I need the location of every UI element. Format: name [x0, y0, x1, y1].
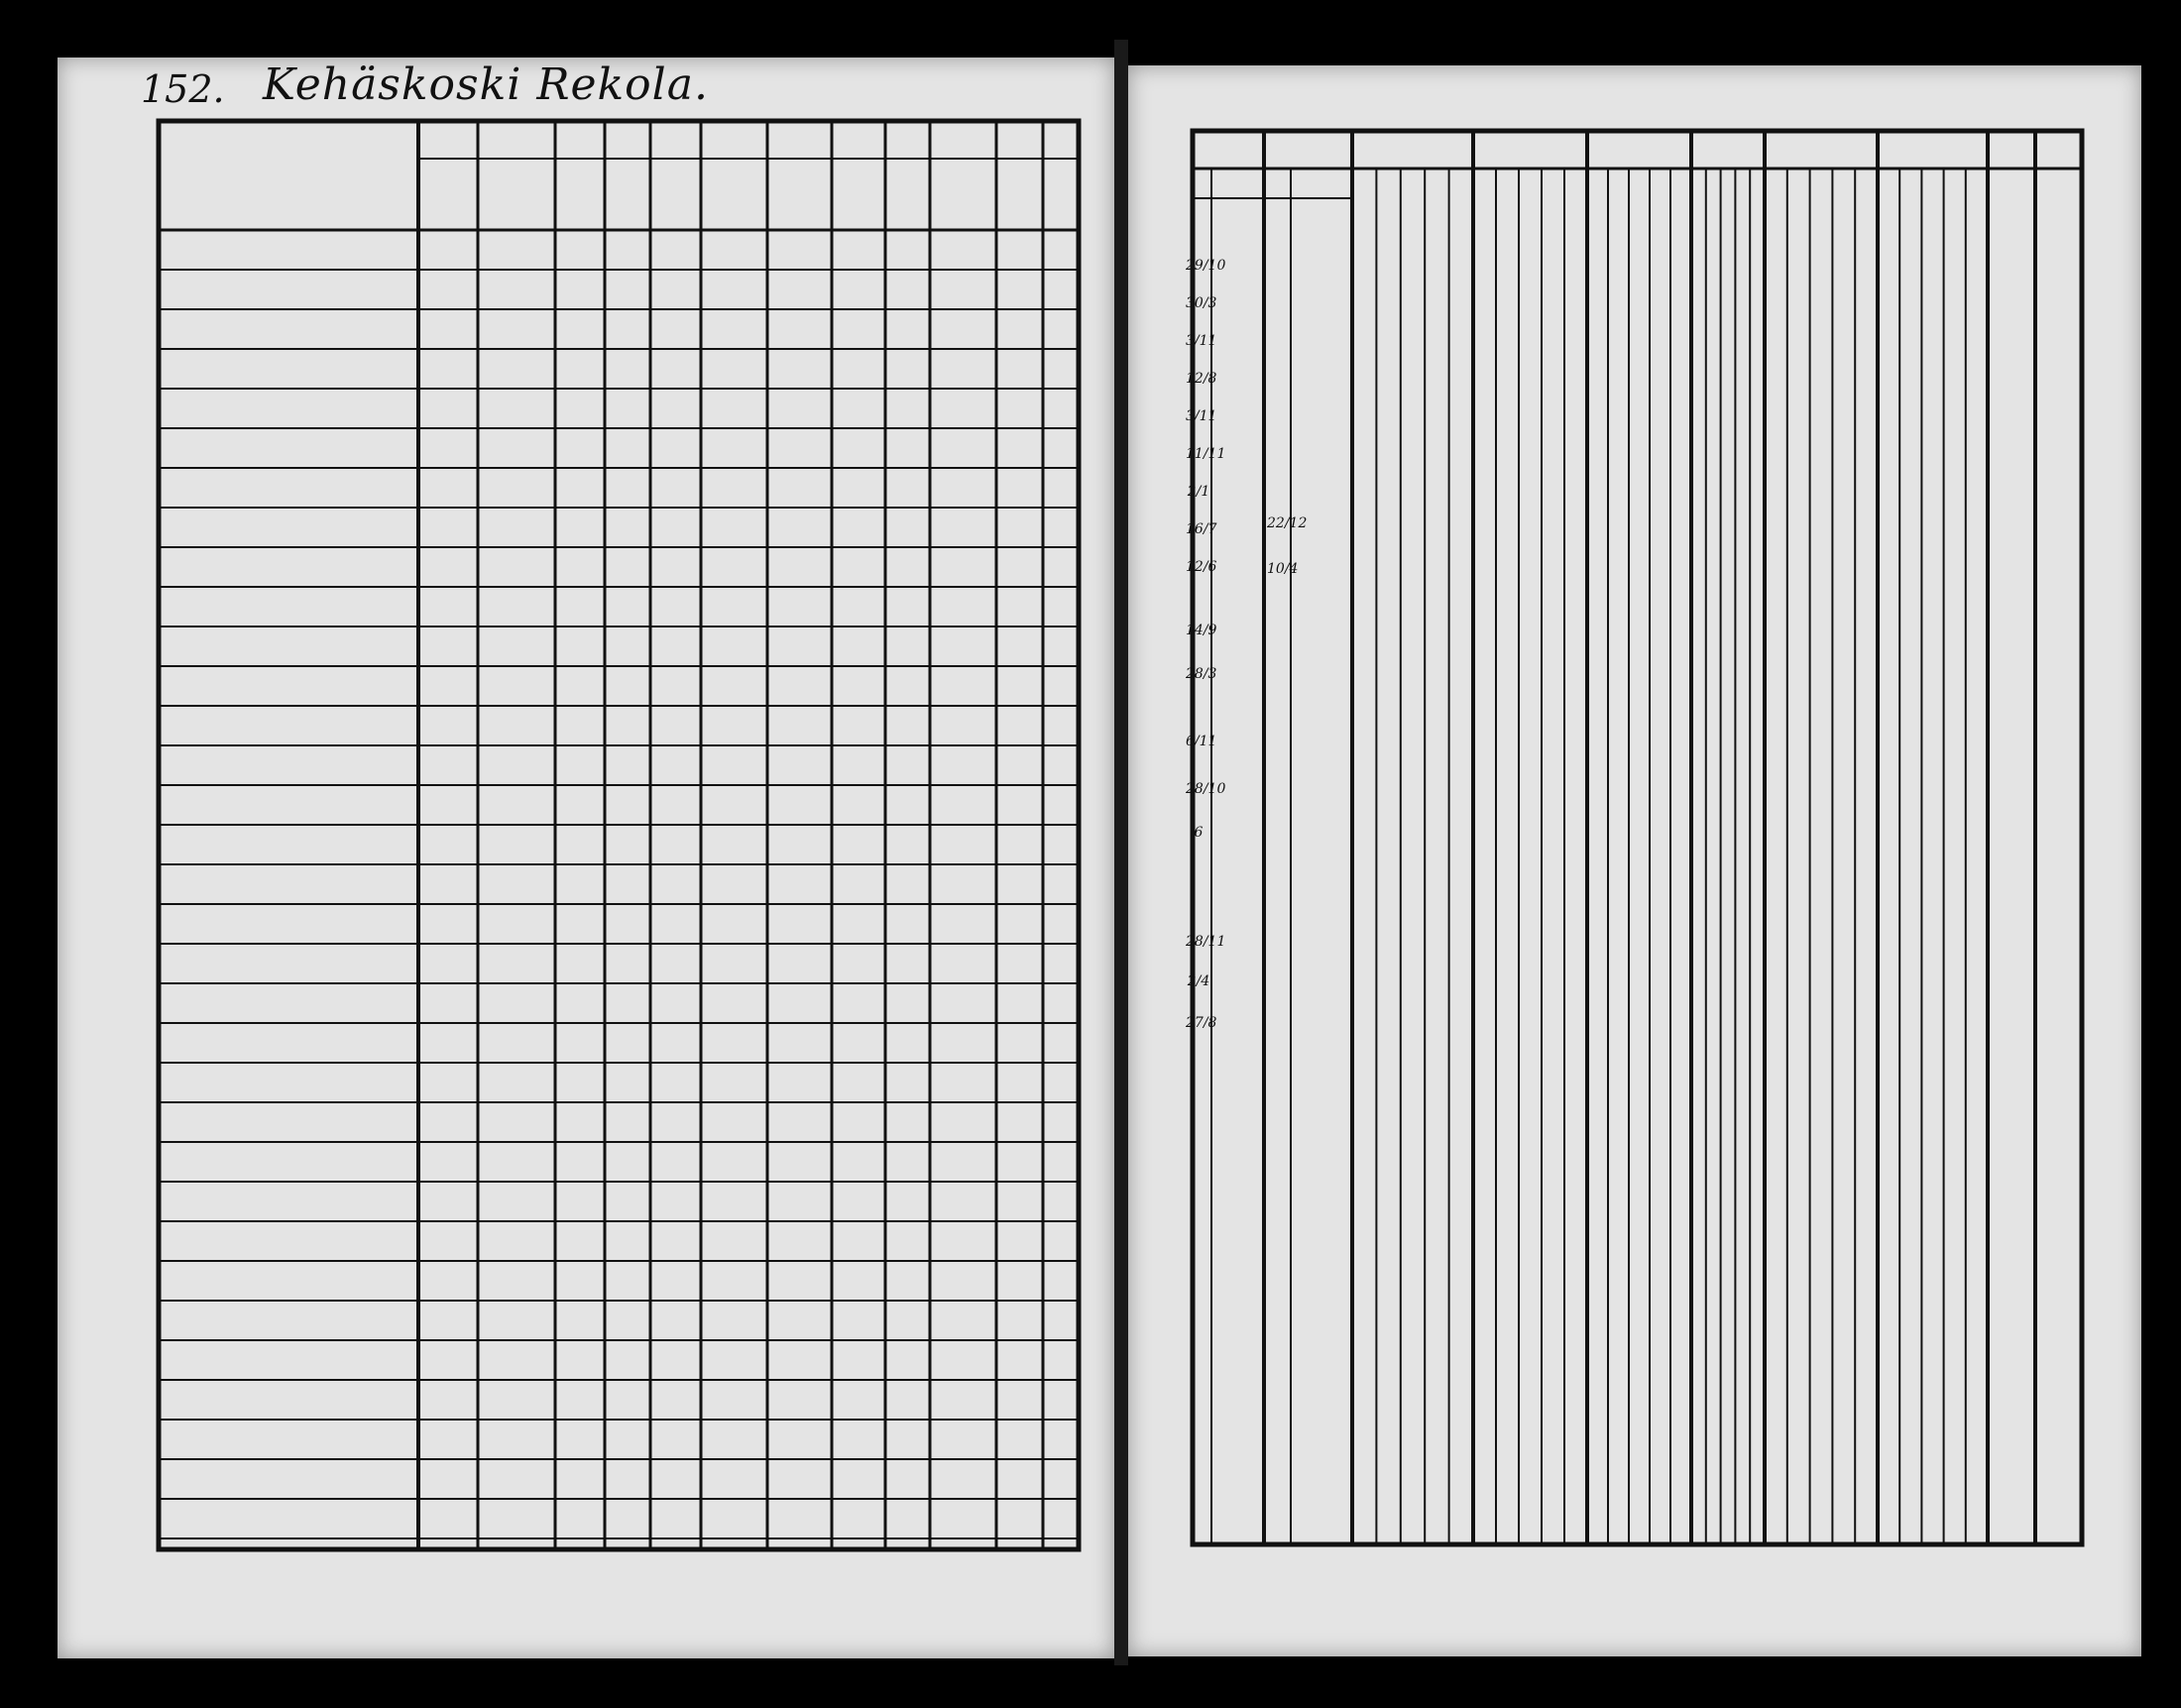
left-table-border [159, 121, 1079, 1549]
right-table-border [1193, 131, 2082, 1544]
birth-day: 28/11 [1186, 934, 1226, 950]
birth-day: 3/11 [1186, 333, 1217, 349]
death-day: 10/4 [1267, 561, 1299, 577]
page-number: 152. [141, 67, 225, 111]
birth-day: 28/10 [1186, 781, 1226, 797]
birth-day: 28/3 [1186, 666, 1217, 682]
birth-day: 2/1 [1187, 484, 1210, 500]
birth-day: 29/10 [1186, 258, 1226, 274]
death-day: 22/12 [1267, 515, 1308, 531]
birth-day: 27/8 [1186, 1015, 1217, 1031]
birth-day: 16/7 [1186, 521, 1217, 537]
birth-day: 2/4 [1187, 973, 1210, 989]
birth-day: 6/11 [1186, 734, 1217, 749]
birth-day: 30/3 [1186, 295, 1217, 311]
birth-day: 14/9 [1186, 623, 1217, 638]
birth-day: 11/11 [1186, 446, 1226, 462]
birth-day: 12/6 [1186, 559, 1217, 575]
birth-day: 12/8 [1186, 371, 1217, 387]
birth-day: 3/11 [1186, 408, 1217, 424]
parish-title: Kehäskoski Rekola. [263, 59, 709, 110]
birth-day: 6 [1194, 825, 1204, 841]
